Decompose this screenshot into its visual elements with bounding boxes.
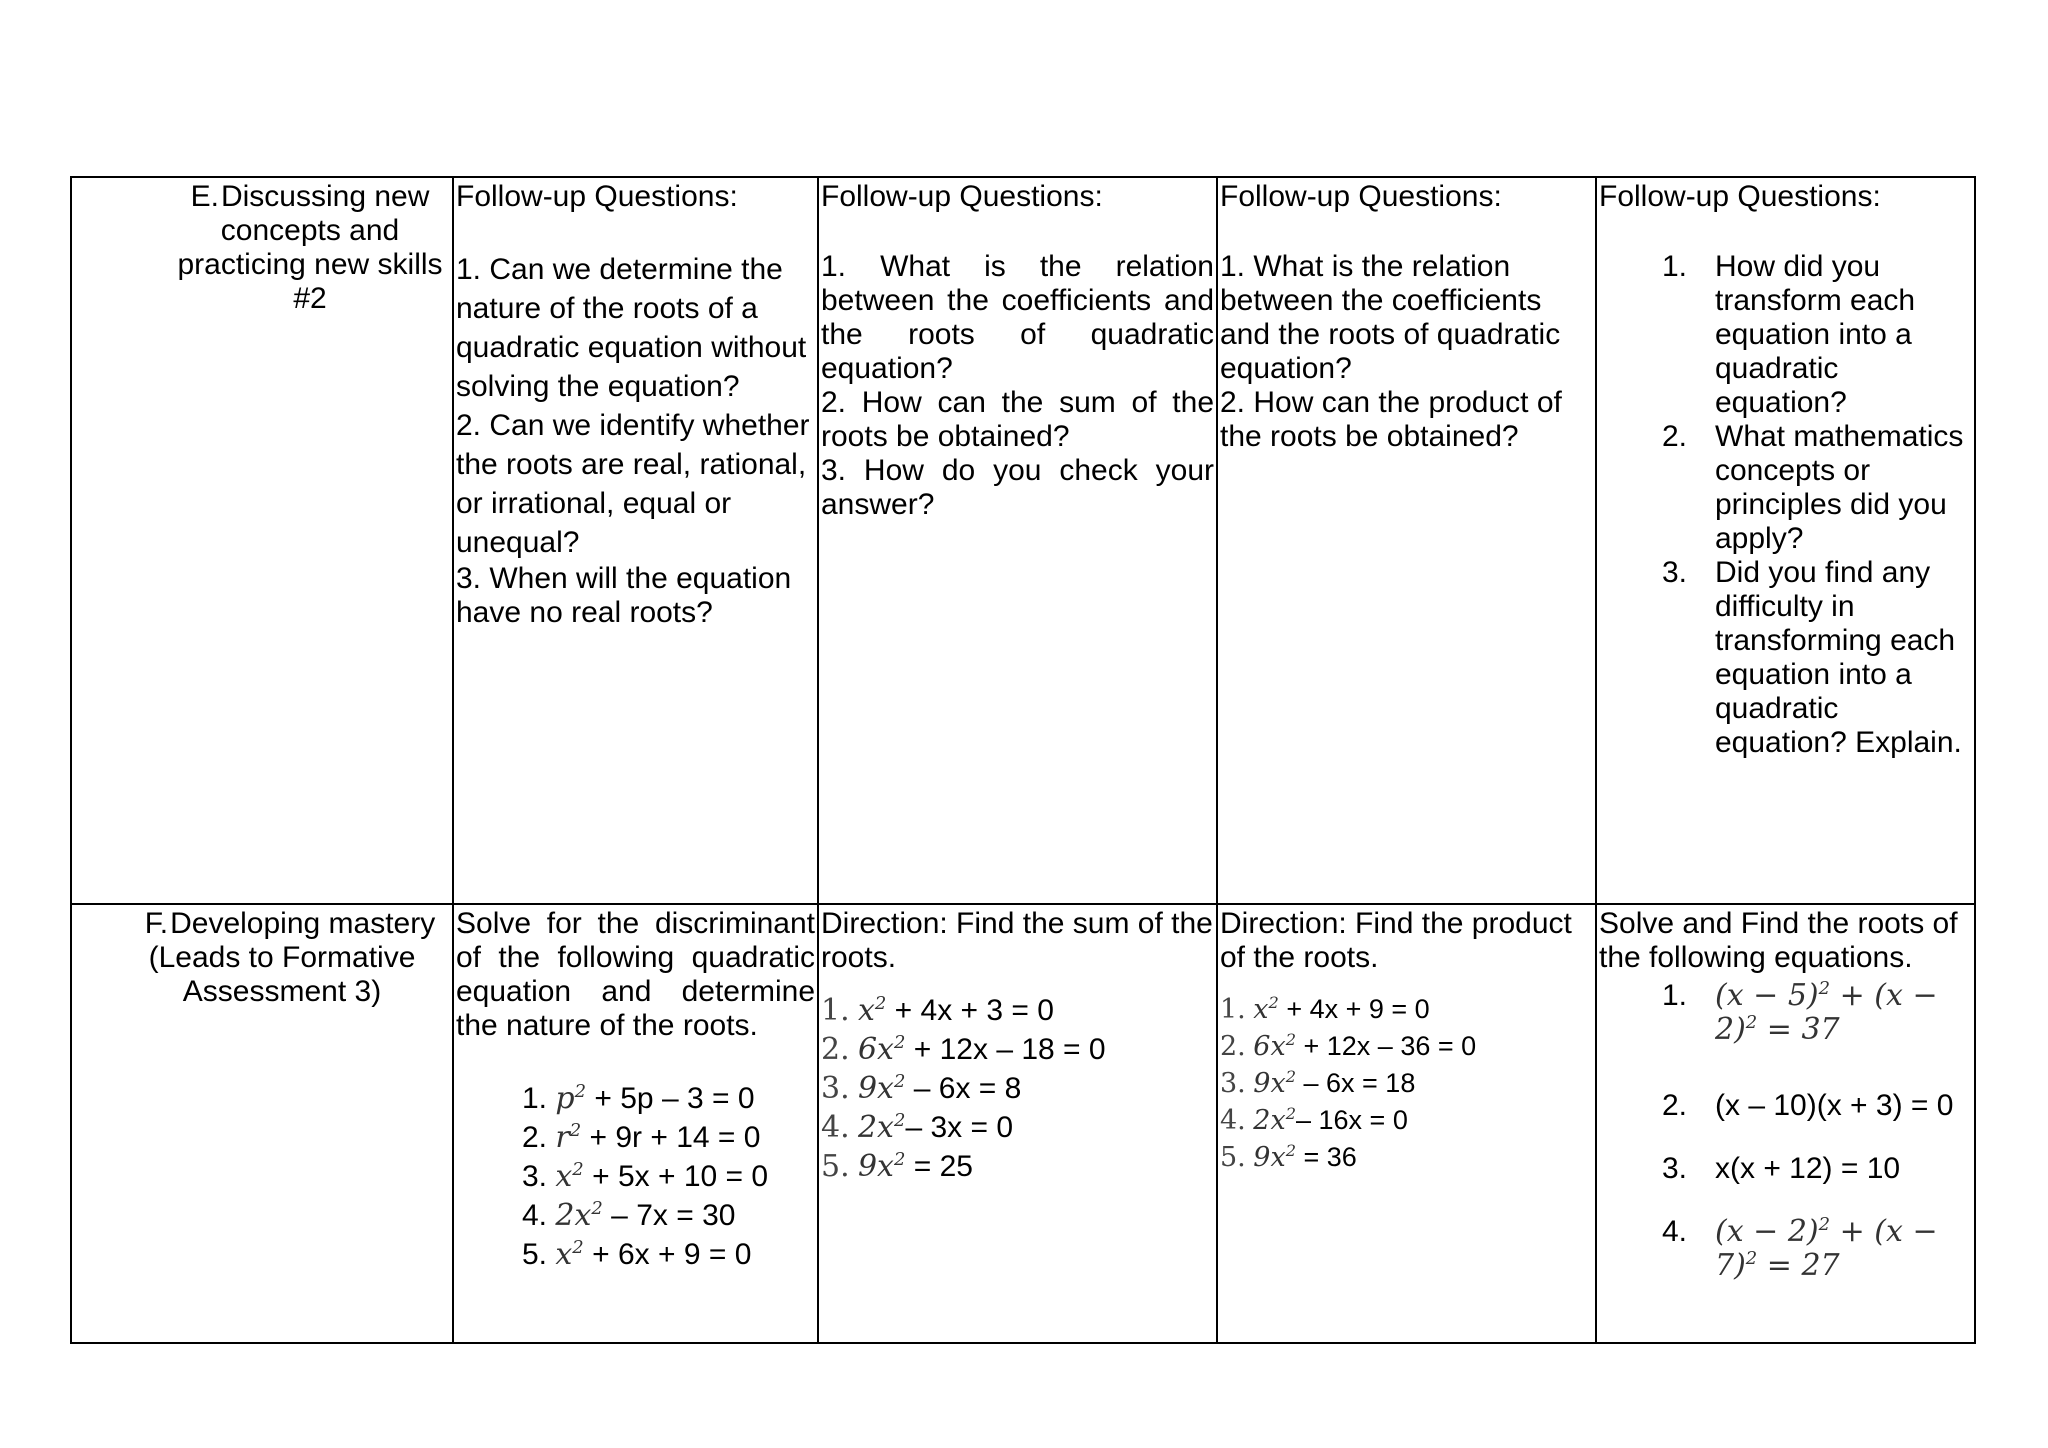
question: 2. How can the product of the roots be obtained? <box>1220 386 1562 453</box>
equation: 4. $(x - 2)^2 + (x - 7)^2 = 27$ <box>1661 1214 1938 1283</box>
equation: 4. $2x^2 - 7x = 30$ <box>522 1198 736 1233</box>
direction-text: Direction: Find the product of the roots. <box>1220 907 1572 974</box>
equation-list <box>1599 979 1972 1283</box>
section-e-cell <box>71 177 453 904</box>
question: 1. What is the relation between the coefficients and the roots of quadratic equation? <box>821 250 1214 385</box>
equation: 1. $x^2 + 4x + 9 = 0$ <box>1220 993 1430 1025</box>
question: 3. When will the equation have no real roots? <box>456 562 792 629</box>
equation: 2. (x – 10)(x + 3) = 0 <box>1661 1089 1954 1122</box>
e-col2-cell <box>818 177 1217 904</box>
f-col4-cell <box>1596 904 1975 1343</box>
f-col1-cell <box>453 904 818 1343</box>
item-number: 3. <box>1661 556 1687 589</box>
direction-text: Direction: Find the sum of the roots. <box>821 907 1213 974</box>
question: 1. What is the relation between the coefficients and the roots of quadratic equation? <box>1220 250 1561 385</box>
item-text: Did you find any difficulty in transforming each equation into a quadratic equation? Explain. <box>1715 556 1962 759</box>
e-col1-cell <box>453 177 818 904</box>
equation-list <box>1220 991 1593 1176</box>
equation: 3. $9x^2 - 6x = 18$ <box>1220 1067 1416 1099</box>
section-f-cell <box>71 904 453 1343</box>
question: 3. How do you check your answer? <box>821 454 1214 521</box>
section-title: Developing mastery <box>170 907 436 940</box>
equation: 2. $6x^2 + 12x - 18 = 0$ <box>821 1032 1106 1067</box>
question: 1. Can we determine the nature of the roots of a quadratic equation without solving the equation? <box>456 253 807 403</box>
item-text: What mathematics concepts or principles did you apply? <box>1715 420 1964 555</box>
equation: 5. $x^2 + 6x + 9 = 0$ <box>522 1237 752 1272</box>
direction-text: Solve and Find the roots of the following equations. <box>1599 907 1958 974</box>
section-letter: E. <box>190 180 219 213</box>
equation: 3. $x^2 + 5x + 10 = 0$ <box>522 1159 769 1194</box>
table-row-e <box>71 177 1975 904</box>
equation: 5. $9x^2 = 25$ <box>821 1149 973 1184</box>
equation: 5. $9x^2 = 36$ <box>1220 1141 1357 1173</box>
equation-list <box>456 1079 815 1274</box>
section-title: Discussing new concepts and practicing new skills #2 <box>177 180 443 315</box>
section-letter: F. <box>144 907 169 940</box>
col-heading: Follow-up Questions: <box>456 180 738 213</box>
equation: 2. $r^2 + 9r + 14 = 0$ <box>522 1120 761 1155</box>
col-heading: Follow-up Questions: <box>821 180 1103 213</box>
direction-text: Solve for the discriminant of the following quadratic equation and determine the nature of the roots. <box>456 907 815 1042</box>
equation: 2. $6x^2 + 12x - 36 = 0$ <box>1220 1030 1477 1062</box>
e-col4-cell <box>1596 177 1975 904</box>
item-number: 2. <box>1661 420 1687 453</box>
table-row-f <box>71 904 1975 1343</box>
question: 2. Can we identify whether the roots are real, rational, or irrational, equal or unequal? <box>456 409 810 559</box>
equation: 1. $p^2 + 5p - 3 = 0$ <box>522 1081 755 1116</box>
equation: 4. $2x^2-$ 3x = 0 <box>821 1110 1014 1145</box>
lesson-plan-table <box>70 176 1976 1344</box>
equation-list <box>821 991 1214 1186</box>
item-text: How did you transform each equation into a quadratic equation? <box>1715 250 1916 419</box>
col-heading: Follow-up Questions: <box>1220 180 1502 213</box>
item-number: 1. <box>1661 250 1687 283</box>
equation: 3. $9x^2 - 6x = 8$ <box>821 1071 1022 1106</box>
list-item <box>1599 250 1972 420</box>
f-col2-cell <box>818 904 1217 1343</box>
e-col3-cell <box>1217 177 1596 904</box>
equation: 1. $x^2 + 4x + 3 = 0$ <box>821 993 1054 1028</box>
equation: 1. $(x - 5)^2 + (x - 2)^2 = 37$ <box>1661 978 1938 1047</box>
f-col3-cell <box>1217 904 1596 1343</box>
list-item <box>1599 420 1972 556</box>
list-item <box>1599 556 1972 760</box>
equation: 4. $2x^2-$ 16x = 0 <box>1220 1104 1408 1136</box>
equation: 3. x(x + 12) = 10 <box>1661 1152 1901 1185</box>
question: 2. How can the sum of the roots be obtained? <box>821 386 1214 453</box>
col-heading: Follow-up Questions: <box>1599 180 1881 213</box>
question-list <box>1599 250 1972 760</box>
section-subtitle: (Leads to Formative Assessment 3) <box>148 941 416 1008</box>
